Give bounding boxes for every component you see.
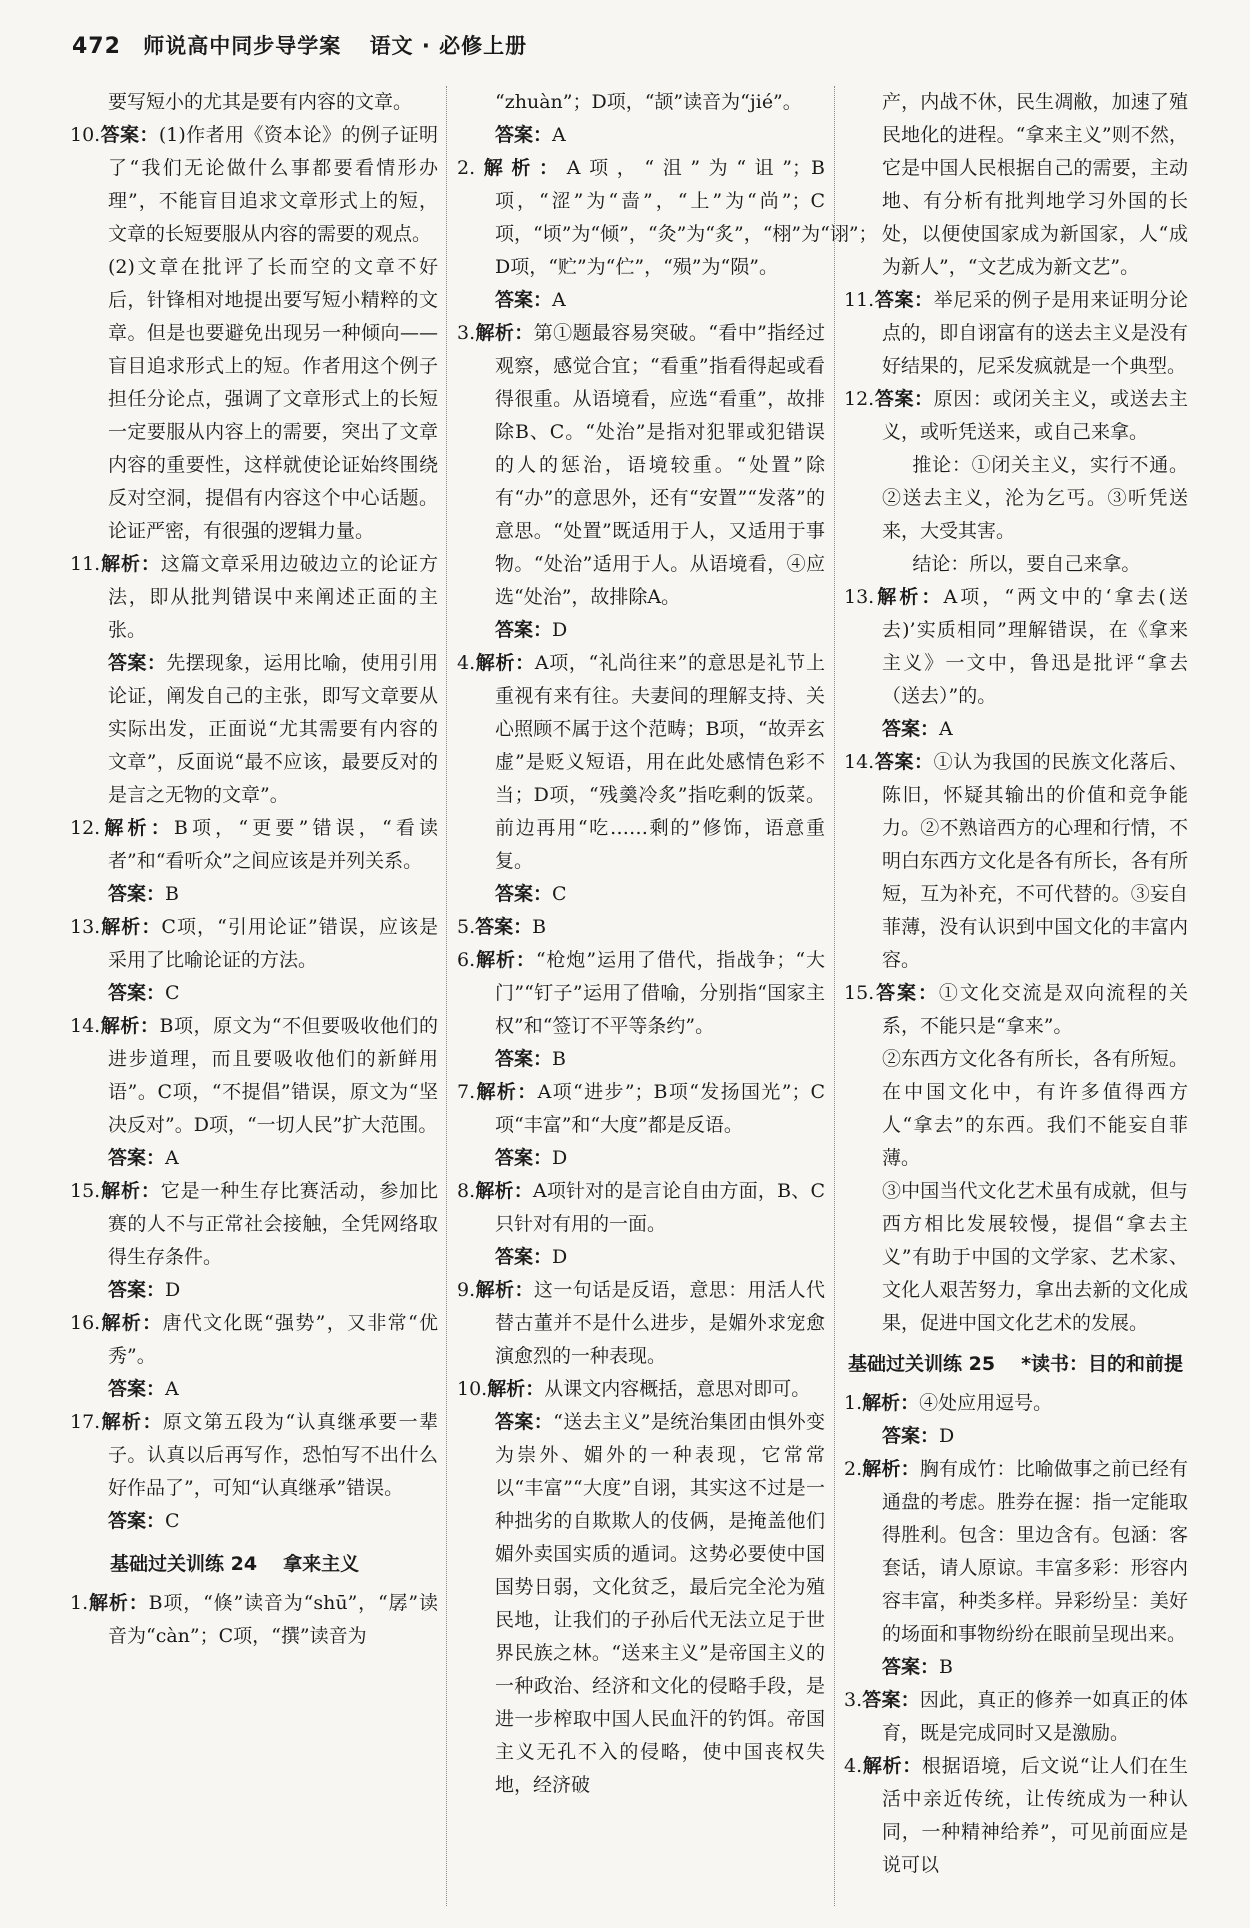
item-text: A: [165, 1147, 179, 1169]
paragraph: [70, 86, 438, 119]
answer-line: [70, 647, 438, 812]
question-item: [844, 1453, 1188, 1651]
question-item: [457, 1076, 825, 1142]
item-number: 1.: [70, 1592, 89, 1614]
question-item: [457, 1175, 825, 1241]
question-item: [70, 911, 438, 977]
item-label: 答案：: [475, 916, 533, 938]
item-text: A项，“礼尚往来”的意思是礼节上重视有来有往。夫妻间的理解支持、关心照顾不属于这个范畴；B项，“故弄玄虚”是贬义短语，用在此处感情色彩不当；D项，“残羹冷炙”指吃剩的饭菜。前边再用“吃……剩的”修饰，语意重复。: [495, 652, 825, 872]
item-label: 解析：: [100, 817, 174, 839]
item-text: 要写短小的尤其是要有内容的文章。: [108, 91, 413, 113]
question-item: [457, 911, 825, 944]
question-item: [844, 581, 1188, 713]
answer-line: [457, 878, 825, 911]
question-item: [844, 1684, 1188, 1750]
item-number: 15.: [844, 982, 875, 1004]
section-heading: [844, 1348, 1188, 1381]
item-text: D: [552, 1246, 568, 1268]
item-text: D: [939, 1425, 955, 1447]
item-label: 解析：: [475, 652, 535, 674]
item-text: A项针对的是言论自由方面，B、C只针对有用的一面。: [495, 1180, 825, 1235]
item-number: 15.: [70, 1180, 101, 1202]
column-left: [70, 86, 438, 1906]
item-number: 17.: [70, 1411, 101, 1433]
answer-line: [70, 1505, 438, 1538]
item-number: 2.: [457, 157, 476, 179]
item-number: 6.: [457, 949, 476, 971]
item-number: 3.: [844, 1689, 863, 1711]
item-label: 答案：: [874, 751, 934, 773]
item-text: B: [939, 1656, 953, 1678]
subject-label: 语文 · 必修上册: [369, 34, 528, 58]
item-text: 胸有成竹：比喻做事之前已经有通盘的考虑。胜券在握：指一定能取得胜利。包含：里边含有。包涵：客套话，请人原谅。丰富多彩：形容内容丰富，种类多样。异彩纷呈：美好的场面和事物纷纷在眼前呈现出来。: [882, 1458, 1188, 1645]
item-label: 答案：: [882, 718, 940, 740]
answer-line: [457, 1241, 825, 1274]
item-text: 举尼采的例子是用来证明分论点的，即自诩富有的送去主义是没有好结果的，尼采发疯就是一个典型。: [882, 289, 1188, 377]
item-label: 解析：: [862, 1755, 922, 1777]
item-number: 13.: [844, 586, 875, 608]
answer-line: [844, 1420, 1188, 1453]
item-number: 4.: [844, 1755, 863, 1777]
question-item: [844, 1387, 1188, 1420]
item-label: 解析：: [487, 1378, 545, 1400]
item-label: 解析：: [862, 1392, 920, 1414]
item-label: 答案：: [108, 1279, 166, 1301]
answer-line: [844, 1651, 1188, 1684]
answer-line: [457, 1142, 825, 1175]
item-label: 答案：: [495, 124, 553, 146]
item-text: B: [532, 916, 547, 938]
answer-line: [844, 713, 1188, 746]
paragraph: [844, 1043, 1188, 1175]
item-number: 9.: [457, 1279, 476, 1301]
item-text: “zhuàn”；D项，“颉”读音为“jié”。: [495, 91, 802, 113]
item-text: D: [552, 1147, 568, 1169]
column-right: [844, 86, 1188, 1906]
item-label: 解析：: [475, 1279, 534, 1301]
item-label: 解析：: [100, 1312, 163, 1334]
item-text: 从课文内容概括，意思对即可。: [544, 1378, 811, 1400]
item-number: 10.: [70, 124, 101, 146]
section-number: 基础过关训练 25: [848, 1353, 996, 1375]
item-label: 解析：: [475, 1180, 533, 1202]
item-number: 13.: [70, 916, 101, 938]
item-label: 解析：: [100, 1015, 160, 1037]
item-text: A: [939, 718, 953, 740]
column-divider: [446, 86, 447, 1906]
item-label: 答案：: [108, 883, 166, 905]
item-label: 答案：: [862, 1689, 920, 1711]
item-text: B项，原文为“不但要吸收他们的进步道理，而且要吸收他们的新鲜用语”。C项，“不提倡”错误，原文为“坚决反对”。D项，“一切人民”扩大范围。: [108, 1015, 438, 1136]
question-item: [70, 119, 438, 251]
item-text: 根据语境，后文说“让人们在生活中亲近传统，让传统成为一种认同，一种精神给养”，可见前面应是说可以: [882, 1755, 1188, 1876]
item-text: A项“进步”；B项“发扬国光”；C项“丰富”和“大度”都是反语。: [495, 1081, 825, 1136]
item-number: 12.: [70, 817, 101, 839]
item-text: D: [165, 1279, 181, 1301]
item-label: 答案：: [495, 619, 553, 641]
item-number: 5.: [457, 916, 476, 938]
item-number: 8.: [457, 1180, 476, 1202]
item-text: C: [165, 1510, 180, 1532]
item-label: 答案：: [495, 1048, 553, 1070]
question-item: [457, 944, 825, 1043]
question-item: [70, 1307, 438, 1373]
item-number: 11.: [70, 553, 101, 575]
book-title: 师说高中同步导学案: [143, 34, 342, 58]
item-text: 先摆现象，运用比喻，使用引用论证，阐发自己的主张，即写文章要从实际出发，正面说“尤其需要有内容的文章”，反面说“最不应该，最要反对的是言之无物的文章”。: [108, 652, 438, 806]
item-label: 答案：: [874, 982, 939, 1004]
item-label: 解析：: [475, 1081, 538, 1103]
question-item: [70, 1587, 438, 1653]
item-text: 产，内战不休，民生凋敝，加速了殖民地化的进程。“拿来主义”则不然，它是中国人民根据自己的需要，主动地、有分析有批判地学习外国的长处，以便使国家成为新国家，人“成为新人”，“文艺成为新文艺”。: [882, 91, 1188, 278]
item-number: 14.: [844, 751, 875, 773]
answer-line: [457, 1043, 825, 1076]
answer-line: [70, 878, 438, 911]
answer-line: [457, 119, 825, 152]
item-text: 第①题最容易突破。“看中”指经过观察，感觉合宜；“看重”指看得起或看得很重。从语境看，应选“看重”，故排除B、C。“处治”是指对犯罪或犯错误的人的惩治，语境较重。“处置”除有“办”的意思外，还有“安置”“发落”的意思。“处置”既适用于人，又适用于事物。“处治”适用于人。从语境看，④应选“处治”，故排除A。: [495, 322, 825, 608]
item-label: 答案：: [108, 1510, 166, 1532]
item-label: 答案：: [495, 883, 553, 905]
question-item: [70, 1406, 438, 1505]
item-text: B: [165, 883, 179, 905]
question-item: [457, 1274, 825, 1373]
item-label: 答案：: [108, 982, 166, 1004]
item-number: 3.: [457, 322, 476, 344]
item-number: 4.: [457, 652, 476, 674]
item-text: 它是一种生存比赛活动，参加比赛的人不与正常社会接触，全凭网络取得生存条件。: [108, 1180, 438, 1268]
item-text: C: [165, 982, 180, 1004]
item-text: ①认为我国的民族文化落后、陈旧，怀疑其输出的价值和竞争能力。②不熟谙西方的心理和行情，不明白东西方文化是各有所长，各有所短，互为补充，不可代替的。③妄自菲薄，没有认识到中国文化的丰富内容。: [882, 751, 1188, 971]
item-number: 10.: [457, 1378, 488, 1400]
item-label: 解析：: [88, 1592, 149, 1614]
question-item: [70, 1175, 438, 1274]
paragraph: [844, 86, 1188, 284]
question-item: [70, 548, 438, 647]
item-text: 原文第五段为“认真继承要一辈子。认真以后再写作，恐怕写不出什么好作品了”，可知“认真继承”错误。: [108, 1411, 438, 1499]
item-label: 答案：: [108, 652, 167, 674]
item-number: 2.: [844, 1458, 863, 1480]
item-label: 解析：: [862, 1458, 920, 1480]
item-label: 答案：: [100, 124, 159, 146]
item-label: 答案：: [495, 1246, 553, 1268]
question-item: [457, 317, 825, 614]
item-text: (1)作者用《资本论》的例子证明了“我们无论做什么事都要看情形办理”，不能盲目追求文章形式上的短，文章的长短要服从内容的需要的观点。: [108, 124, 438, 245]
section-title: 拿来主义: [283, 1553, 360, 1575]
item-number: 12.: [844, 388, 875, 410]
item-text: 这篇文章采用边破边立的论证方法，即从批判错误中来阐述正面的主张。: [108, 553, 438, 641]
item-text: “枪炮”运用了借代，指战争；“大门”“钉子”运用了借喻，分别指“国家主权”和“签订不平等条约”。: [495, 949, 825, 1037]
item-label: 答案：: [874, 289, 934, 311]
question-item: [457, 1373, 825, 1406]
item-text: “送去主义”是统治集团由惧外变为崇外、媚外的一种表现，它常常以“丰富”“大度”自诩，其实这不过是一种拙劣的自欺欺人的伎俩，是掩盖他们媚外卖国实质的遁词。这势必要使中国国势日弱，文化贫乏，最后完全沦为殖民地，让我们的子孙后代无法立足于世界民族之林。“送来主义”是帝国主义的一种政治、经济和文化的侵略手段，是进一步榨取中国人民血汗的钓饵。帝国主义无孔不入的侵略，使中国丧权失地，经济破: [495, 1411, 825, 1796]
column-divider: [834, 86, 835, 1906]
answer-line: [457, 284, 825, 317]
answer-line: [70, 1373, 438, 1406]
question-item: [457, 152, 878, 284]
item-text: 原因：或闭关主义，或送去主义，或听凭送来，或自己来拿。: [882, 388, 1188, 443]
item-text: (2)文章在批评了长而空的文章不好后，针锋相对地提出要写短小精粹的文章。但是也要避免出现另一种倾向——盲目追求形式上的短。作者用这个例子担任分论点，强调了文章形式上的长短一定要服从内容上的需要，突出了文章内容的重要性，这样就使论证始终围绕反对空洞，提倡有内容这个中心话题。论证严密，有很强的逻辑力量。: [108, 256, 438, 542]
question-item: [844, 1750, 1188, 1882]
item-label: 答案：: [108, 1147, 166, 1169]
paragraph: [457, 86, 825, 119]
question-item: [457, 647, 825, 878]
item-label: 答案：: [882, 1425, 940, 1447]
item-label: 答案：: [874, 388, 934, 410]
item-number: 7.: [457, 1081, 476, 1103]
item-label: 答案：: [495, 1147, 553, 1169]
item-label: 答案：: [495, 289, 553, 311]
section-heading: [70, 1548, 438, 1581]
item-text: 这一句话是反语，意思：用活人代替古董并不是什么进步，是媚外求宠愈演愈烈的一种表现。: [495, 1279, 825, 1367]
answer-line: [457, 1406, 825, 1802]
paragraph: [844, 548, 1188, 581]
item-text: C项，“引用论证”错误，应该是采用了比喻论证的方法。: [108, 916, 438, 971]
answer-line: [70, 1274, 438, 1307]
question-item: [70, 812, 438, 878]
section-title: *读书：目的和前提: [1021, 1353, 1183, 1375]
item-number: 1.: [844, 1392, 863, 1414]
item-text: ②东西方文化各有所长，各有所短。在中国文化中，有许多值得西方人“拿去”的东西。我们不能妄自菲薄。: [882, 1048, 1188, 1169]
item-text: 推论：①闭关主义，实行不通。②送去主义，沦为乞丐。③听凭送来，大受其害。: [882, 454, 1188, 542]
question-item: [844, 383, 1188, 449]
answer-line: [70, 1142, 438, 1175]
item-text: 结论：所以，要自己来拿。: [912, 553, 1141, 575]
question-item: [844, 746, 1188, 977]
item-text: A: [552, 289, 566, 311]
item-text: B: [552, 1048, 566, 1070]
item-text: C: [552, 883, 567, 905]
item-label: 解析：: [475, 322, 534, 344]
item-label: 解析：: [100, 553, 161, 575]
answer-line: [457, 614, 825, 647]
item-number: 14.: [70, 1015, 101, 1037]
item-text: A项，“沮”为“诅”；B项，“涩”为“啬”，“上”为“尚”；C项，“顷”为“倾”，“灸”为“炙”，“栩”为“诩”；D项，“贮”为“伫”，“殒”为“陨”。: [495, 157, 878, 278]
item-label: 解析：: [874, 586, 944, 608]
item-label: 解析：: [475, 949, 536, 971]
section-number: 基础过关训练 24: [110, 1553, 258, 1575]
item-number: 16.: [70, 1312, 101, 1334]
item-text: 因此，真正的修养一如真正的体育，既是完成同时又是激励。: [882, 1689, 1188, 1744]
item-label: 解析：: [100, 1180, 161, 1202]
item-text: ③中国当代文化艺术虽有成就，但与西方相比发展较慢，提倡“拿去主义”有助于中国的文学家、艺术家、文化人艰苦努力，拿出去新的文化成果，促进中国文化艺术的发展。: [882, 1180, 1188, 1334]
item-label: 解析：: [475, 157, 567, 179]
page-number: 472: [72, 34, 121, 59]
item-label: 答案：: [108, 1378, 166, 1400]
item-text: ④处应用逗号。: [919, 1392, 1053, 1414]
item-label: 解析：: [100, 916, 162, 938]
item-text: A: [552, 124, 566, 146]
item-label: 答案：: [882, 1656, 940, 1678]
item-label: 答案：: [495, 1411, 554, 1433]
paragraph: [844, 1175, 1188, 1340]
item-text: D: [552, 619, 568, 641]
question-item: [844, 284, 1188, 383]
item-text: B项，“更要”错误，“看读者”和“看听众”之间应该是并列关系。: [108, 817, 438, 872]
question-item: [70, 1010, 438, 1142]
page-header: [72, 22, 1192, 70]
answer-line: [70, 977, 438, 1010]
item-label: 解析：: [100, 1411, 163, 1433]
item-text: A: [165, 1378, 179, 1400]
item-text: ①文化交流是双向流程的关系，不能只是“拿来”。: [882, 982, 1188, 1037]
item-number: 11.: [844, 289, 875, 311]
item-text: A项，“两文中的‘拿去(送去)’实质相同”理解错误，在《拿来主义》一文中，鲁迅是批评“拿去（送去）”的。: [882, 586, 1188, 707]
item-text: 唐代文化既“强势”，又非常“优秀”。: [108, 1312, 438, 1367]
question-item: [844, 977, 1188, 1043]
paragraph: [70, 251, 438, 548]
paragraph: [844, 449, 1188, 548]
item-text: B项，“倏”读音为“shū”，“孱”读音为“càn”；C项，“撰”读音为: [108, 1592, 438, 1647]
